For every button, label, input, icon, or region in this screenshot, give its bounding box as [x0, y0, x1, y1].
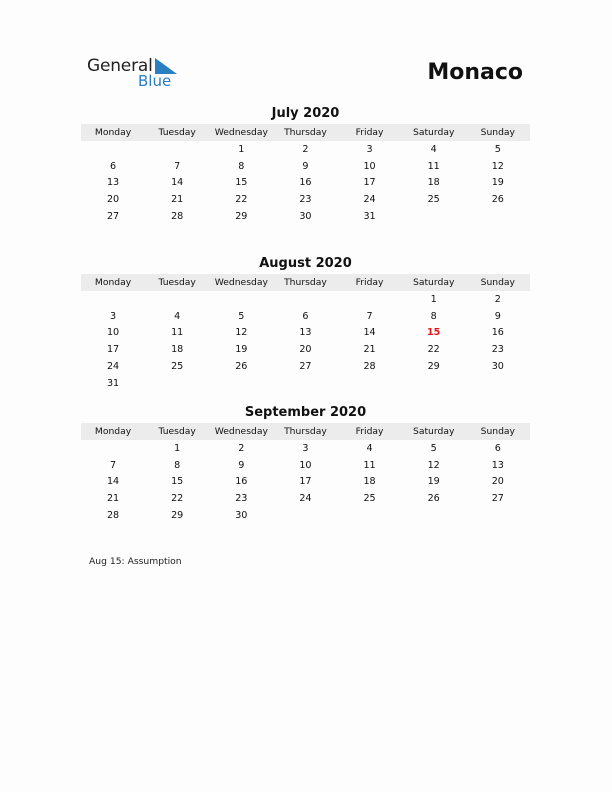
week-row	[81, 457, 530, 474]
day-cell: 4	[366, 442, 373, 454]
day-cell: 16	[235, 476, 248, 488]
day-cell: 7	[174, 160, 181, 172]
day-cell: 20	[299, 344, 312, 356]
day-cell: 31	[106, 377, 120, 389]
day-cell: 3	[110, 310, 117, 322]
week-row	[81, 308, 530, 325]
weekday-header-row	[81, 423, 530, 440]
weekday-label: Monday	[94, 426, 132, 437]
week-row	[81, 325, 530, 342]
day-cell: 10	[363, 160, 376, 172]
day-cell: 9	[494, 310, 501, 322]
week-row	[81, 291, 530, 308]
day-cell: 17	[299, 476, 312, 488]
day-cell: 20	[491, 476, 504, 488]
day-cell: 12	[235, 327, 248, 339]
day-cell: 15	[171, 476, 184, 488]
day-cell: 24	[106, 361, 120, 373]
month-title: July 2020	[271, 106, 340, 121]
day-cell: 22	[427, 344, 440, 356]
week-row	[81, 191, 530, 208]
day-cell: 25	[171, 361, 184, 373]
logo-blue-text: Blue	[138, 72, 172, 90]
week-row	[81, 440, 530, 457]
weekday-label: Sunday	[480, 127, 515, 138]
weekday-label: Monday	[94, 127, 132, 138]
day-cell: 27	[106, 211, 120, 223]
day-cell: 7	[110, 459, 117, 471]
weekday-label: Monday	[94, 277, 132, 288]
weekday-label: Thursday	[284, 127, 327, 138]
weekday-header-row	[81, 274, 530, 291]
week-row	[81, 158, 530, 175]
weekday-label: Friday	[355, 426, 384, 437]
day-cell: 21	[171, 194, 184, 206]
weekday-label: Saturday	[412, 277, 455, 288]
weekday-label: Saturday	[412, 127, 455, 138]
weekday-label: Tuesday	[158, 426, 196, 437]
day-cell: 23	[299, 194, 312, 206]
day-cell: 6	[494, 442, 501, 454]
holiday-note: Aug 15: Assumption	[89, 556, 182, 567]
day-cell: 26	[491, 194, 504, 206]
day-cell: 8	[238, 160, 245, 172]
day-cell: 18	[363, 476, 376, 488]
weekday-label: Friday	[355, 127, 384, 138]
day-cell: 10	[106, 327, 120, 339]
day-cell: 19	[427, 476, 440, 488]
day-cell: 5	[494, 143, 501, 155]
day-cell: 22	[235, 194, 248, 206]
weekday-label: Wednesday	[214, 277, 268, 288]
day-cell: 22	[171, 493, 184, 505]
day-cell: 4	[174, 310, 181, 322]
day-cell: 27	[491, 493, 504, 505]
day-cell: 13	[299, 327, 312, 339]
weekday-label: Wednesday	[214, 127, 268, 138]
day-cell: 1	[238, 143, 245, 155]
day-cell: 11	[363, 459, 376, 471]
weekday-label: Tuesday	[158, 277, 196, 288]
day-cell: 10	[299, 459, 312, 471]
day-cell: 5	[430, 442, 437, 454]
day-cell: 8	[430, 310, 437, 322]
day-cell: 20	[106, 194, 120, 206]
day-cell: 18	[171, 344, 184, 356]
day-cell: 17	[363, 177, 376, 189]
day-cell: 14	[106, 476, 120, 488]
day-cell: 2	[302, 143, 309, 155]
day-cell: 1	[430, 293, 437, 305]
day-cell: 26	[427, 493, 440, 505]
day-cell: 30	[299, 211, 312, 223]
day-cell: 26	[235, 361, 248, 373]
weekday-label: Sunday	[480, 277, 515, 288]
day-cell: 19	[491, 177, 504, 189]
day-cell: 29	[235, 211, 248, 223]
day-cell: 14	[171, 177, 184, 189]
day-cell: 31	[363, 211, 376, 223]
week-row	[81, 208, 530, 225]
day-cell: 12	[427, 459, 440, 471]
day-cell: 23	[491, 344, 504, 356]
day-cell: 24	[299, 493, 312, 505]
day-cell: 16	[299, 177, 312, 189]
week-row	[81, 358, 530, 375]
week-row	[81, 490, 530, 507]
day-cell: 18	[427, 177, 440, 189]
day-cell: 13	[106, 177, 120, 189]
day-cell: 28	[363, 361, 376, 373]
weekday-label: Tuesday	[158, 127, 196, 138]
day-cell: 21	[106, 493, 120, 505]
country-title: Monaco	[427, 60, 523, 85]
day-cell: 3	[366, 143, 373, 155]
month-july	[81, 105, 530, 225]
generalblue-logo	[87, 56, 187, 92]
weekday-label: Saturday	[412, 426, 455, 437]
day-cell: 6	[302, 310, 309, 322]
day-cell: 2	[238, 442, 245, 454]
day-cell: 30	[491, 361, 504, 373]
day-cell: 5	[238, 310, 245, 322]
day-cell: 25	[363, 493, 376, 505]
day-cell: 6	[110, 160, 117, 172]
logo-general-text: General	[87, 56, 153, 76]
weekday-label: Thursday	[284, 426, 327, 437]
day-cell: 11	[427, 160, 440, 172]
day-cell: 9	[302, 160, 309, 172]
day-cell: 28	[106, 510, 120, 522]
weekday-label: Sunday	[480, 426, 515, 437]
day-cell: 24	[363, 194, 376, 206]
day-cell: 21	[363, 344, 376, 356]
day-cell: 1	[174, 442, 181, 454]
weekday-label: Thursday	[284, 277, 327, 288]
day-cell: 4	[430, 143, 437, 155]
weekday-header-row	[81, 124, 530, 141]
month-september	[81, 404, 530, 524]
week-row	[81, 141, 530, 158]
day-cell: 12	[491, 160, 504, 172]
day-cell: 3	[302, 442, 309, 454]
day-cell: 8	[174, 459, 181, 471]
day-cell: 13	[491, 459, 504, 471]
holiday-day-cell: 15	[427, 327, 441, 339]
week-row	[81, 341, 530, 358]
weekday-label: Wednesday	[214, 426, 268, 437]
month-august	[81, 255, 530, 392]
week-row	[81, 175, 530, 192]
day-cell: 14	[363, 327, 376, 339]
day-cell: 30	[235, 510, 248, 522]
day-cell: 9	[238, 459, 245, 471]
day-cell: 11	[171, 327, 184, 339]
month-title: August 2020	[259, 256, 352, 271]
day-cell: 15	[235, 177, 248, 189]
day-cell: 29	[427, 361, 440, 373]
day-cell: 7	[366, 310, 373, 322]
day-cell: 27	[299, 361, 312, 373]
week-row	[81, 474, 530, 491]
month-title: September 2020	[244, 405, 367, 420]
day-cell: 19	[235, 344, 248, 356]
day-cell: 2	[494, 293, 501, 305]
day-cell: 29	[171, 510, 184, 522]
day-cell: 28	[171, 211, 184, 223]
day-cell: 23	[235, 493, 248, 505]
weekday-label: Friday	[355, 277, 384, 288]
day-cell: 17	[106, 344, 120, 356]
day-cell: 16	[491, 327, 504, 339]
week-row	[81, 507, 530, 524]
week-row	[81, 375, 530, 392]
day-cell: 25	[427, 194, 440, 206]
